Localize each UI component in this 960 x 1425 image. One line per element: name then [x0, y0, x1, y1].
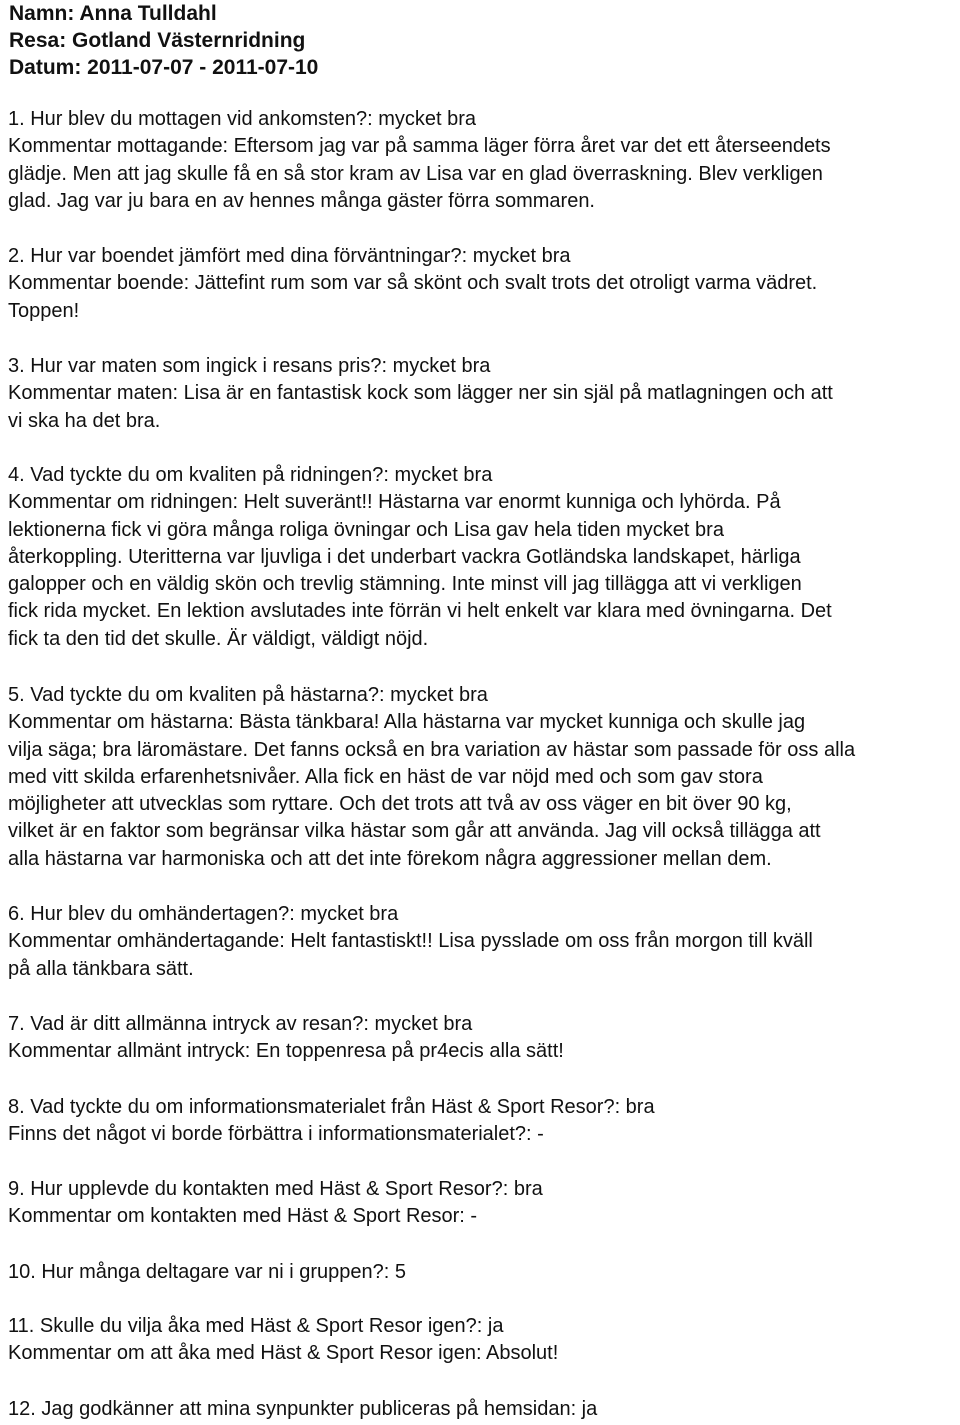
- comment-4-line-3: återkoppling. Uteritterna var ljuvliga i det underbart vackra Gotländska landskapet, härliga: [8, 545, 801, 568]
- comment-5-line-4: möjligheter att utvecklas som ryttare. Och det trots att två av oss väger en bit över 90 kg,: [8, 793, 792, 816]
- comment-4-line-5: fick rida mycket. En lektion avslutades inte förrän vi helt enkelt var klara med övningarna. Det: [8, 600, 832, 623]
- trip-name: Resa: Gotland Västernridning: [9, 29, 306, 52]
- question-10: 10. Hur många deltagare var ni i gruppen?: 5: [8, 1261, 407, 1283]
- comment-6-line-2: på alla tänkbara sätt.: [8, 957, 194, 980]
- section-8: [8, 1094, 960, 1149]
- question-11: 11. Skulle du vilja åka med Häst & Sport Resor igen?: ja: [8, 1315, 504, 1337]
- section-9: [8, 1176, 960, 1231]
- comment-4-line-6: fick ta den tid det skulle. Är väldigt, väldigt nöjd.: [8, 627, 429, 650]
- trip-dates: Datum: 2011-07-07 - 2011-07-10: [9, 56, 319, 79]
- comment-4-line-1: Kommentar om ridningen: Helt suveränt!! Hästarna var enormt kunniga och lyhörda. På: [8, 491, 781, 514]
- comment-9-line-1: Kommentar om kontakten med Häst & Sport Resor: -: [8, 1205, 478, 1228]
- question-1: 1. Hur blev du mottagen vid ankomsten?: mycket bra: [8, 108, 477, 130]
- comment-4-line-4: galopper och en väldig skön och trevlig stämning. Inte minst vill jag tillägga att vi verkligen: [8, 573, 802, 596]
- comment-2-line-2: Toppen!: [8, 299, 80, 322]
- comment-11-line-1: Kommentar om att åka med Häst & Sport Resor igen: Absolut!: [8, 1342, 559, 1365]
- comment-3-line-2: vi ska ha det bra.: [8, 409, 161, 432]
- comment-8-line-1: Finns det något vi borde förbättra i informationsmaterialet?: -: [8, 1123, 544, 1146]
- question-3: 3. Hur var maten som ingick i resans pris?: mycket bra: [8, 355, 491, 377]
- section-6: [8, 901, 960, 983]
- section-10: [8, 1259, 960, 1286]
- comment-2-line-1: Kommentar boende: Jättefint rum som var så skönt och svalt trots det otroligt varma vädret.: [8, 272, 818, 295]
- section-3: [8, 353, 960, 435]
- section-2: [8, 243, 960, 325]
- section-1: [8, 106, 960, 215]
- comment-3-line-1: Kommentar maten: Lisa är en fantastisk kock som lägger ner sin själ på matlagningen och att: [8, 382, 833, 405]
- comment-5-line-6: alla hästarna var harmoniska och att det inte förekom några aggressioner mellan dem.: [8, 847, 772, 870]
- question-2: 2. Hur var boendet jämfört med dina förväntningar?: mycket bra: [8, 245, 571, 267]
- question-7: 7. Vad är ditt allmänna intryck av resan?: mycket bra: [8, 1013, 473, 1035]
- section-11: [8, 1313, 960, 1368]
- comment-5-line-3: med vitt skilda erfarenhetsnivåer. Alla fick en häst de var nöjd med och som gav stora: [8, 765, 763, 788]
- comment-1-line-1: Kommentar mottagande: Eftersom jag var på samma läger förra året var det ett återseendets: [8, 135, 831, 158]
- question-9: 9. Hur upplevde du kontakten med Häst & Sport Resor?: bra: [8, 1178, 543, 1200]
- comment-1-line-2: glädje. Men att jag skulle få en så stor kram av Lisa var en glad överraskning. Blev verkligen: [8, 162, 823, 185]
- section-12: [8, 1396, 960, 1423]
- section-4: [8, 462, 960, 653]
- question-8: 8. Vad tyckte du om informationsmaterialet från Häst & Sport Resor?: bra: [8, 1096, 655, 1118]
- comment-5-line-2: vilja säga; bra läromästare. Det fanns också en bra variation av hästar som passade för oss alla: [8, 738, 856, 761]
- comment-1-line-3: glad. Jag var ju bara en av hennes många gäster förra sommaren.: [8, 189, 595, 212]
- comment-4-line-2: lektionerna fick vi göra många roliga övningar och Lisa gav hela tiden mycket bra: [8, 518, 724, 541]
- comment-6-line-1: Kommentar omhändertagande: Helt fantastiskt!! Lisa pysslade om oss från morgon till kväll: [8, 930, 813, 953]
- question-12: 12. Jag godkänner att mina synpunkter publiceras på hemsidan: ja: [8, 1398, 598, 1420]
- document-header: [9, 0, 318, 81]
- section-7: [8, 1011, 960, 1066]
- respondent-name: Namn: Anna Tulldahl: [9, 2, 217, 25]
- question-5: 5. Vad tyckte du om kvaliten på hästarna?: mycket bra: [8, 684, 488, 706]
- question-6: 6. Hur blev du omhändertagen?: mycket bra: [8, 903, 399, 925]
- question-4: 4. Vad tyckte du om kvaliten på ridningen?: mycket bra: [8, 464, 493, 486]
- section-5: [8, 682, 960, 873]
- comment-5-line-5: vilket är en faktor som begränsar vilka hästar som går att använda. Jag vill också tillägga att: [8, 820, 821, 843]
- comment-5-line-1: Kommentar om hästarna: Bästa tänkbara! Alla hästarna var mycket kunniga och skulle jag: [8, 711, 806, 734]
- comment-7-line-1: Kommentar allmänt intryck: En toppenresa på pr4ecis alla sätt!: [8, 1040, 564, 1063]
